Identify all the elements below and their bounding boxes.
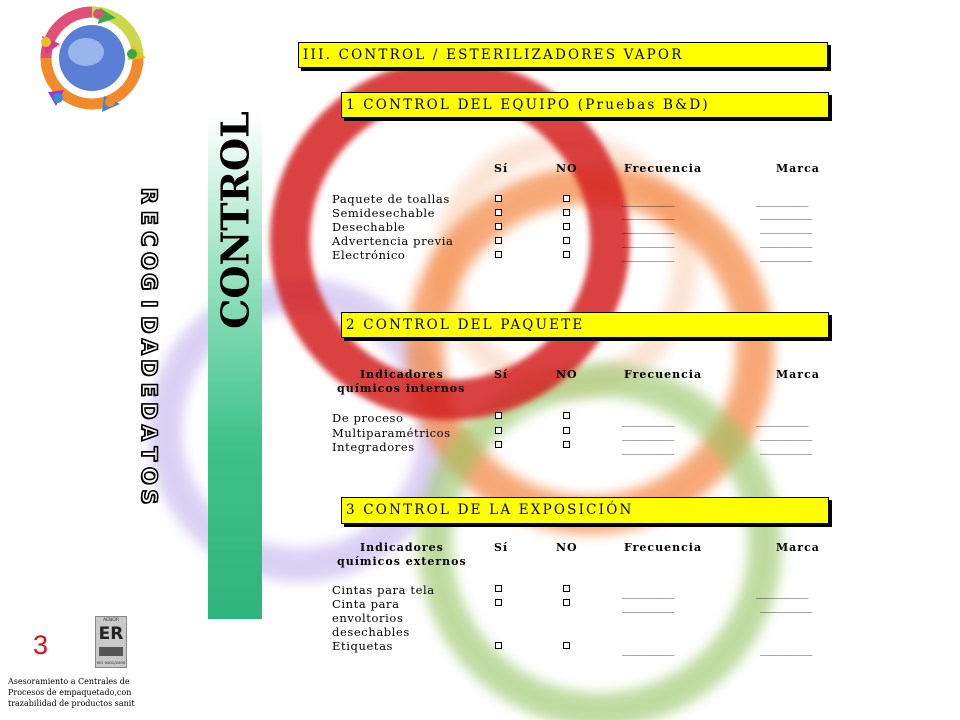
blank-marca: __________: [760, 239, 813, 249]
col-header-si: Sí: [494, 162, 509, 175]
section1-item: Semidesechable: [332, 206, 436, 220]
vertical-title-letter: A: [136, 338, 161, 355]
vertical-title-letter: C: [136, 231, 161, 247]
main-title-box: III. CONTROL / ESTERILIZADORES VAPOR: [298, 42, 828, 68]
vertical-title-letter: D: [136, 402, 161, 420]
logo-globe-icon: [41, 8, 146, 112]
blank-marca: __________: [756, 590, 809, 600]
aenor-logo-top: AENOR: [103, 618, 119, 623]
checkbox-no[interactable]: [563, 585, 570, 592]
slide-number: 3: [33, 630, 49, 660]
checkbox-no[interactable]: [563, 441, 570, 448]
checkbox-si[interactable]: [495, 223, 502, 230]
col-header-si: Sí: [494, 541, 509, 554]
blank-frecuencia: __________: [622, 198, 675, 208]
col-header-no: NO: [556, 541, 578, 554]
col-header-marca: Marca: [776, 368, 820, 381]
checkbox-si[interactable]: [495, 251, 502, 258]
footer-line: Procesos de empaquetado,con: [8, 688, 132, 697]
blank-frecuencia: __________: [622, 253, 675, 263]
checkbox-si[interactable]: [495, 599, 502, 606]
checkbox-no[interactable]: [563, 209, 570, 216]
aenor-certification-logo: [95, 616, 127, 668]
checkbox-si[interactable]: [495, 412, 502, 419]
section2-item: Multiparamétricos: [332, 426, 451, 440]
footer-line: Asesoramiento a Centrales de: [8, 677, 130, 686]
col-header-no: NO: [556, 162, 578, 175]
vertical-title-letter: E: [136, 210, 161, 225]
indicator-header: Indicadores: [360, 368, 444, 381]
blank-marca: __________: [760, 446, 813, 456]
section3-item: Cintas para tela: [332, 583, 435, 597]
section3-item: envoltorios: [332, 611, 404, 625]
blank-marca: __________: [760, 253, 813, 263]
col-header-si: Sí: [494, 368, 509, 381]
checkbox-si[interactable]: [495, 642, 502, 649]
vertical-title-letter: D: [136, 359, 161, 377]
blank-marca: __________: [756, 198, 809, 208]
col-header-marca: Marca: [776, 541, 820, 554]
aenor-logo-code: ISO 9001/2000: [96, 660, 126, 665]
checkbox-si[interactable]: [495, 237, 502, 244]
checkbox-no[interactable]: [563, 251, 570, 258]
col-header-frecuencia: Frecuencia: [624, 541, 703, 554]
blank-marca: __________: [760, 604, 813, 614]
vertical-title-letter: I: [136, 299, 161, 308]
col-header-no: NO: [556, 368, 578, 381]
section3-title-box: 3 CONTROL DE LA EXPOSICIÓN: [341, 497, 829, 524]
section2-item: Integradores: [332, 440, 415, 454]
blank-frecuencia: __________: [622, 604, 675, 614]
section1-item: Paquete de toallas: [332, 192, 450, 206]
section2-item: De proceso: [332, 411, 404, 425]
side-label-control: CONTROL: [212, 111, 258, 329]
checkbox-si[interactable]: [495, 209, 502, 216]
vertical-title-letter: T: [136, 446, 161, 461]
checkbox-no[interactable]: [563, 412, 570, 419]
vertical-title-letter: E: [136, 382, 161, 397]
section1-item: Advertencia previa: [332, 234, 454, 248]
blank-frecuencia: __________: [622, 418, 675, 428]
blank-frecuencia: __________: [622, 432, 675, 442]
blank-marca: __________: [760, 211, 813, 221]
vertical-title-letter: O: [136, 251, 161, 270]
checkbox-no[interactable]: [563, 195, 570, 202]
blank-frecuencia: __________: [622, 239, 675, 249]
vertical-title-letter: A: [136, 424, 161, 441]
checkbox-no[interactable]: [563, 427, 570, 434]
section3-item: Etiquetas: [332, 639, 394, 653]
footer-line: trazabilidad de productos sanit: [8, 699, 135, 708]
indicator-header: químicos internos: [337, 382, 466, 395]
section3-item: Cinta para: [332, 597, 400, 611]
section3-item: desechables: [332, 625, 410, 639]
col-header-marca: Marca: [776, 162, 820, 175]
blank-frecuencia: __________: [622, 647, 675, 657]
vertical-title-letter: S: [136, 489, 161, 505]
checkbox-si[interactable]: [495, 441, 502, 448]
vertical-title-letter: D: [136, 316, 161, 334]
blank-frecuencia: __________: [622, 446, 675, 456]
indicator-header: químicos externos: [337, 555, 467, 568]
aenor-logo-mark: ER: [98, 624, 124, 644]
checkbox-no[interactable]: [563, 237, 570, 244]
blank-marca: __________: [760, 647, 813, 657]
col-header-frecuencia: Frecuencia: [624, 368, 703, 381]
green-ring: [435, 380, 765, 710]
section1-item: Electrónico: [332, 248, 406, 262]
checkbox-no[interactable]: [563, 642, 570, 649]
vertical-title-letter: G: [136, 273, 161, 291]
vertical-title: [126, 185, 170, 508]
blank-marca: __________: [760, 432, 813, 442]
section2-title-box: 2 CONTROL DEL PAQUETE: [341, 312, 829, 338]
checkbox-si[interactable]: [495, 427, 502, 434]
blank-frecuencia: __________: [622, 211, 675, 221]
blank-frecuencia: __________: [622, 225, 675, 235]
vertical-title-letter: R: [136, 187, 161, 204]
blank-marca: __________: [756, 418, 809, 428]
col-header-frecuencia: Frecuencia: [624, 162, 703, 175]
checkbox-no[interactable]: [563, 223, 570, 230]
footer-text: [8, 676, 146, 709]
blank-marca: __________: [760, 225, 813, 235]
indicator-header: Indicadores: [360, 541, 444, 554]
checkbox-si[interactable]: [495, 195, 502, 202]
blank-frecuencia: __________: [622, 590, 675, 600]
vertical-title-letter: O: [136, 466, 161, 485]
section1-title-box: 1 CONTROL DEL EQUIPO (Pruebas B&D): [341, 92, 829, 118]
checkbox-no[interactable]: [563, 599, 570, 606]
section1-item: Desechable: [332, 220, 406, 234]
checkbox-si[interactable]: [495, 585, 502, 592]
